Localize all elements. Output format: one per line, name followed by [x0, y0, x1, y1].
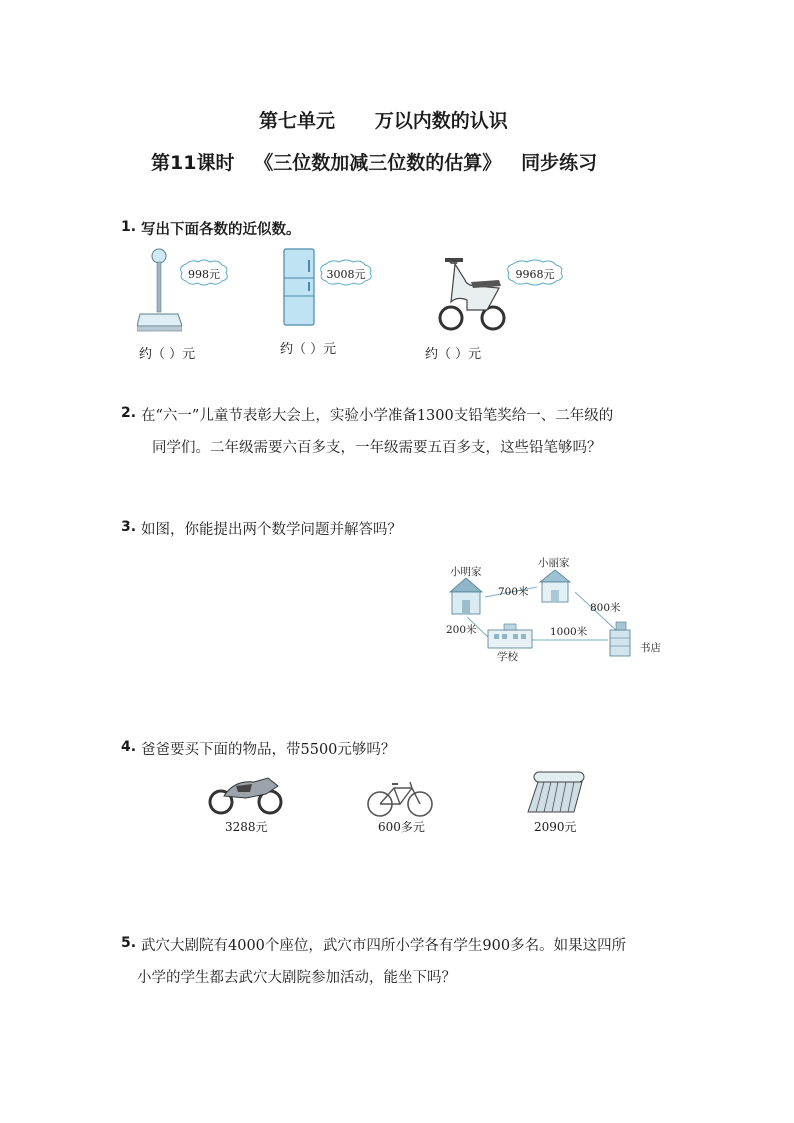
q5-number: 5. [121, 935, 137, 951]
school-icon [488, 624, 532, 648]
q2-number: 2. [121, 405, 137, 421]
distance-xiaoming-school: 200米 [446, 624, 477, 636]
route-map [440, 552, 670, 664]
lesson-title: 第11课时 《三位数加减三位数的估算》 同步练习 [151, 152, 598, 174]
page-title: 第七单元 万以内数的认识 [259, 110, 508, 132]
scale-icon [137, 248, 182, 332]
price-bubble-refrigerator [318, 258, 374, 286]
price-bubble-scale [178, 258, 230, 286]
q4-number: 4. [121, 739, 137, 755]
price-refrigerator: 3008元 [326, 268, 366, 281]
distance-xiaoli-bookstore: 800米 [590, 602, 621, 614]
q3-text: 如图，你能提出两个数学问题并解答吗？ [141, 522, 402, 538]
answer-refrigerator: 约（ ）元 [280, 342, 337, 357]
price-bubble-scooter [505, 258, 565, 286]
xiaoming-house-icon [450, 578, 482, 614]
q1-number: 1. [121, 219, 137, 235]
q1-text: 写出下面各数的近似数。 [141, 221, 301, 238]
q2-line1: 在“六一”儿童节表彰大会上，实验小学准备1300支铅笔奖给一、二年级的 [141, 408, 614, 424]
distance-xiaoming-xiaoli: 700米 [498, 586, 529, 598]
bicycle-icon [366, 778, 434, 818]
scooter-icon [437, 252, 507, 332]
price-bicycle: 600多元 [378, 820, 425, 834]
solar-water-heater-icon [524, 770, 586, 816]
label-xiaoming: 小明家 [450, 566, 482, 578]
refrigerator-icon [283, 248, 315, 326]
label-school: 学校 [497, 651, 518, 663]
answer-scooter: 约（ ）元 [425, 347, 482, 362]
q2-line2: 同学们。二年级需要六百多支，一年级需要五百多支，这些铅笔够吗？ [152, 440, 602, 456]
price-motorcycle: 3288元 [225, 820, 268, 834]
q3-number: 3. [121, 519, 137, 535]
q5-line2: 小学的学生都去武穴大剧院参加活动，能坐下吗？ [137, 970, 456, 986]
label-xiaoli: 小丽家 [538, 557, 570, 569]
label-bookstore: 书店 [640, 642, 661, 654]
price-solar-water-heater: 2090元 [534, 820, 577, 834]
motorcycle-icon [206, 772, 286, 816]
price-scooter: 9968元 [515, 268, 555, 281]
q5-line1: 武穴大剧院有4000个座位，武穴市四所小学各有学生900多名。如果这四所 [141, 938, 627, 954]
distance-school-bookstore: 1000米 [550, 626, 588, 638]
q4-text: 爸爸要买下面的物品，带5500元够吗？ [141, 742, 396, 758]
price-scale: 998元 [188, 268, 220, 281]
answer-scale: 约（ ）元 [139, 347, 196, 362]
xiaoli-house-icon [540, 570, 570, 602]
